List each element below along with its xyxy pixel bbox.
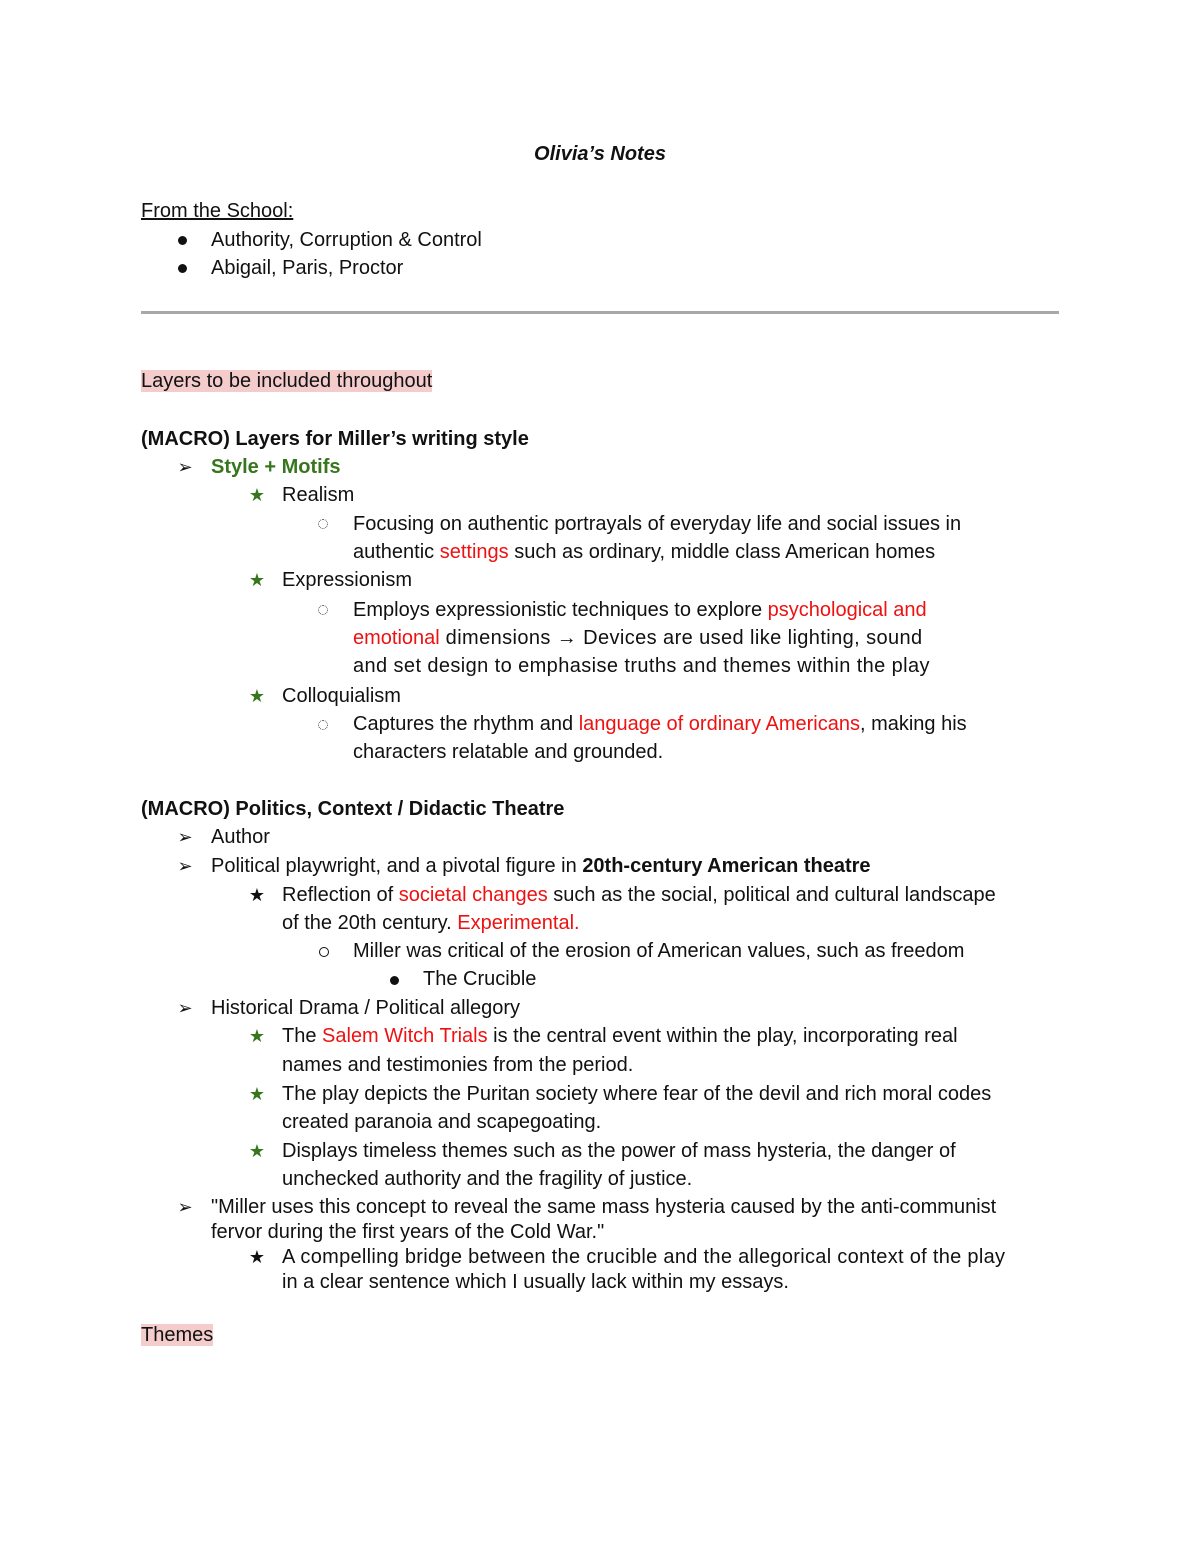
dotted-circle-bullet-icon <box>318 519 328 529</box>
star-bullet-icon: ★ <box>248 570 266 590</box>
bullet-dot-icon <box>390 976 399 985</box>
star-bullet-icon: ★ <box>248 1026 266 1046</box>
realism-text-line: Focusing on authentic portrayals of everyday life and social issues in <box>353 513 962 535</box>
red-highlight-text: language of ordinary Americans <box>578 713 860 735</box>
red-highlight-text: settings <box>439 541 509 563</box>
arrow-bullet-icon: ➢ <box>177 998 193 1018</box>
timeless-text-line: Displays timeless themes such as the power of mass hysteria, the danger of <box>282 1140 956 1162</box>
red-highlight-text: societal changes <box>398 884 548 906</box>
salem-text-line: names and testimonies from the period. <box>282 1054 634 1076</box>
star-bullet-icon: ★ <box>248 1141 266 1161</box>
dotted-circle-bullet-icon <box>318 720 328 730</box>
star-bullet-icon: ★ <box>248 885 266 905</box>
bullet-dot-icon <box>178 264 187 273</box>
reflection-text-line: of the 20th century. Experimental. <box>282 912 580 934</box>
expressionism-text-line: Employs expressionistic techniques to explore psychological and <box>353 599 927 621</box>
star-bullet-icon: ★ <box>248 485 266 505</box>
arrow-bullet-icon: ➢ <box>177 856 193 876</box>
critical-item: Miller was critical of the erosion of American values, such as freedom <box>353 940 965 962</box>
macro-politics-heading: (MACRO) Politics, Context / Didactic Theatre <box>141 798 565 820</box>
bold-text: 20th-century American theatre <box>582 855 871 877</box>
page-title: Olivia’s Notes <box>534 143 666 165</box>
hollow-circle-bullet-icon <box>319 947 329 957</box>
macro-writing-style-heading: (MACRO) Layers for Miller’s writing style <box>141 428 529 450</box>
horizontal-rule <box>141 311 1059 314</box>
timeless-text-line: unchecked authority and the fragility of justice. <box>282 1168 693 1190</box>
salem-text-line: The Salem Witch Trials is the central event within the play, incorporating real <box>282 1025 958 1047</box>
red-highlight-text: psychological and <box>767 599 927 621</box>
crucible-item: The Crucible <box>423 968 537 990</box>
star-bullet-icon: ★ <box>248 1247 266 1267</box>
red-highlight-text: emotional <box>353 627 440 649</box>
arrow-bullet-icon: ➢ <box>177 457 193 477</box>
bridge-text-line: in a clear sentence which I usually lack within my essays. <box>282 1271 789 1293</box>
political-playwright-item: Political playwright, and a pivotal figure in 20th-century American theatre <box>211 855 871 877</box>
star-bullet-icon: ★ <box>248 686 266 706</box>
realism-text-line: authentic settings such as ordinary, middle class American homes <box>353 541 936 563</box>
colloquialism-text-line: characters relatable and grounded. <box>353 741 664 763</box>
layers-label: Layers to be included throughout <box>141 370 433 392</box>
arrow-bullet-icon: ➢ <box>177 827 193 847</box>
expressionism-text-line: emotional dimensions → Devices are used like lighting, sound <box>353 627 923 649</box>
puritan-text-line: created paranoia and scapegoating. <box>282 1111 602 1133</box>
list-item: Abigail, Paris, Proctor <box>211 257 404 279</box>
red-highlight-text: Experimental. <box>457 912 580 934</box>
bridge-text-line: A compelling bridge between the crucible and the allegorical context of the play <box>282 1246 1006 1268</box>
school-label: From the School: <box>141 200 294 222</box>
star-bullet-icon: ★ <box>248 1084 266 1104</box>
quote-text-line: "Miller uses this concept to reveal the same mass hysteria caused by the anti-communist <box>211 1196 997 1218</box>
expressionism-text-line: and set design to emphasise truths and themes within the play <box>353 655 930 677</box>
dotted-circle-bullet-icon <box>318 605 328 615</box>
author-item: Author <box>211 826 270 848</box>
colloquialism-label: Colloquialism <box>282 685 401 707</box>
reflection-text-line: Reflection of societal changes such as the social, political and cultural landscape <box>282 884 996 906</box>
arrow-bullet-icon: ➢ <box>177 1197 193 1217</box>
expressionism-label: Expressionism <box>282 569 413 591</box>
historical-drama-item: Historical Drama / Political allegory <box>211 997 520 1019</box>
quote-text-line: fervor during the first years of the Cold War." <box>211 1221 605 1243</box>
themes-label: Themes <box>141 1324 214 1346</box>
puritan-text-line: The play depicts the Puritan society where fear of the devil and rich moral codes <box>282 1083 992 1105</box>
colloquialism-text-line: Captures the rhythm and language of ordinary Americans, making his <box>353 713 967 735</box>
style-motifs-subheading: Style + Motifs <box>211 456 341 478</box>
list-item: Authority, Corruption & Control <box>211 229 482 251</box>
realism-label: Realism <box>282 484 355 506</box>
bullet-dot-icon <box>178 236 187 245</box>
red-highlight-text: Salem Witch Trials <box>322 1025 488 1047</box>
